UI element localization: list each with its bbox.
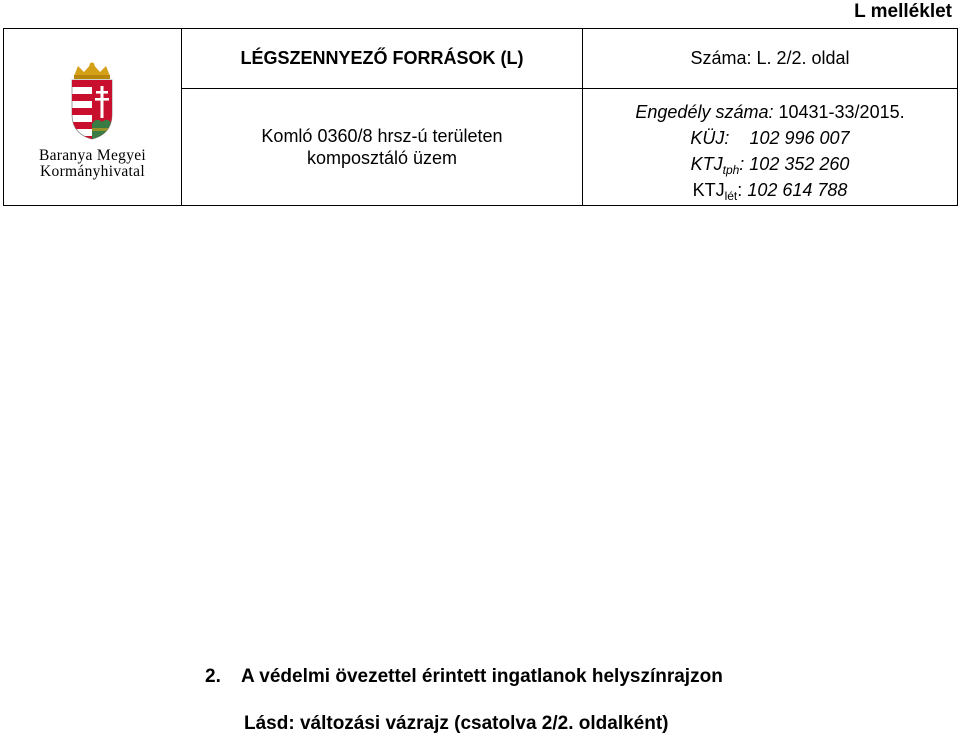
kuj-value: 102 996 007 <box>749 128 850 148</box>
permit-number-label: Engedély száma: <box>635 102 774 122</box>
header-table <box>3 28 958 206</box>
organization-name-line2: Kormányhivatal <box>40 163 145 180</box>
ktj-tph-value: : 102 352 260 <box>739 154 850 174</box>
ktj-let-sub: lét <box>724 189 738 203</box>
organization-name-line1: Baranya Megyei <box>38 147 147 164</box>
reference-note: Lásd: változási vázrajz (csatolva 2/2. oldalként) <box>244 713 669 734</box>
ktj-let-colon: : <box>737 180 743 200</box>
kuj-row <box>583 125 957 151</box>
permit-number-value: 10431-33/2015. <box>778 102 905 122</box>
kuj-label: KÜJ: <box>690 128 730 148</box>
site-description <box>181 89 583 205</box>
ktj-tph-base: KTJ <box>690 154 723 174</box>
page-reference: Száma: L. 2/2. oldal <box>690 48 850 68</box>
ktj-tph-sub: tph <box>722 163 740 177</box>
document-title: LÉGSZENNYEZŐ FORRÁSOK (L) <box>240 48 524 68</box>
annex-label: L melléklet <box>854 1 952 22</box>
ktj-let-value: 102 614 788 <box>747 180 848 200</box>
permit-info <box>583 99 957 203</box>
ktj-let-base: KTJ <box>692 180 725 200</box>
ktj-tph-row <box>583 151 957 177</box>
section-title: A védelmi övezettel érintett ingatlanok helyszínrajzon <box>241 666 723 687</box>
logo-cell <box>4 29 181 205</box>
section-number: 2. <box>205 666 221 687</box>
site-line1: Komló 0360/8 hrsz-ú területen <box>261 126 503 146</box>
permit-number-row <box>583 99 957 125</box>
ktj-let-row <box>583 177 957 203</box>
coat-of-arms-icon <box>68 62 116 140</box>
section-heading <box>205 666 723 688</box>
site-line2: komposztáló üzem <box>306 148 458 168</box>
